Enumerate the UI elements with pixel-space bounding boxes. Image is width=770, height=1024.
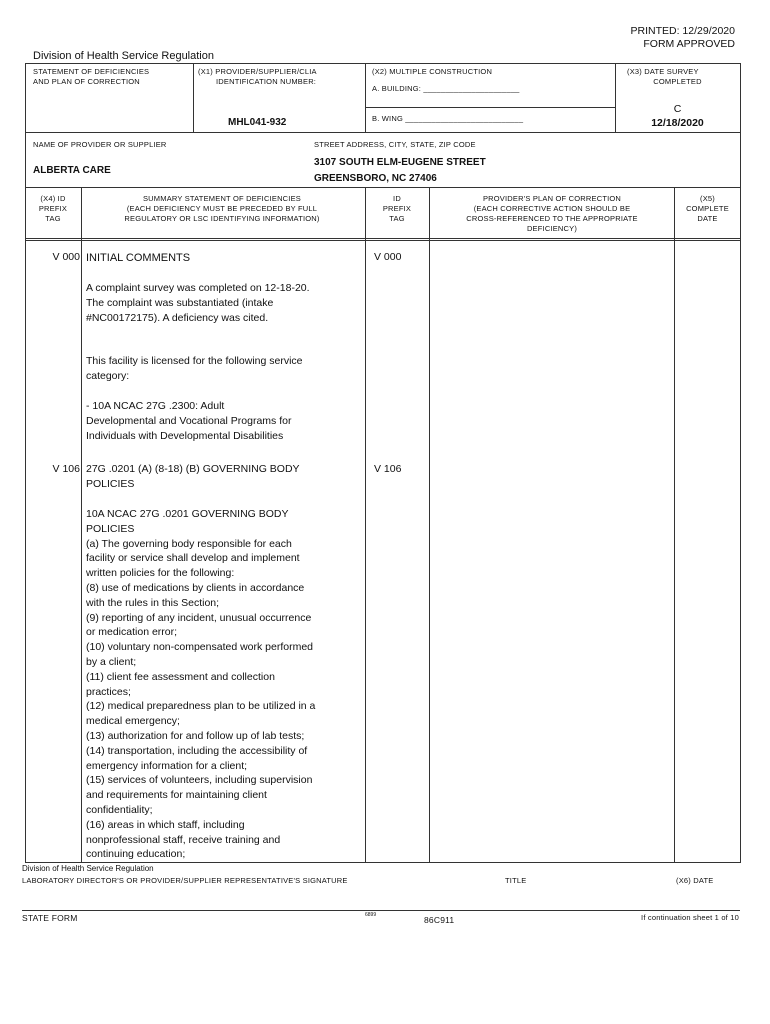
document-id: 86C911 [424, 915, 455, 925]
address-line-1: 3107 SOUTH ELM-EUGENE STREET [314, 157, 486, 168]
v000-para-2: This facility is licensed for the following service category: [86, 355, 303, 382]
provider-id-number: MHL041-932 [228, 117, 287, 128]
id-prefix-header: ID PREFIX TAG [382, 194, 412, 223]
v000-title: INITIAL COMMENTS [86, 252, 191, 264]
v000-id-tag: V 000 [374, 251, 402, 263]
address-line-2: GREENSBORO, NC 27406 [314, 173, 437, 184]
state-form-label: STATE FORM [22, 913, 78, 923]
v106-id-tag: V 106 [374, 463, 402, 475]
x2-label: (X2) MULTIPLE CONSTRUCTION [372, 67, 493, 76]
v000-para-1: A complaint survey was completed on 12-18-20. The complaint was substantiated (intake #NC00172175). A deficiency was cited. [86, 282, 310, 324]
v106-title: 27G .0201 (A) (8-18) (B) GOVERNING BODY POLICIES [86, 463, 300, 490]
form-code: 6899 [365, 912, 377, 918]
division-title: Division of Health Service Regulation [33, 50, 214, 62]
x3-label-2: COMPLETED [653, 77, 702, 86]
v106-para-1: 10A NCAC 27G .0201 GOVERNING BODY POLICIES (a) The governing body responsible for each facility or service shall develop and implement written policies for the following: (8) use of medications by clients in accordance with the rules in this Section; (9) reporting of any incident, unusual occurrence or medication error; (10) voluntary non-compensated work performed by a client; (11) client fee assessment and collection practices; (12) medical preparedness plan to be utilized in a medical emergency; (13) authorization for and follow up of lab tests; (14) transportation, including the accessibility of emergency information for a client; (15) services of volunteers, including supervision and requirements for maintaining client confidentiality; (16) areas in which staff, including nonprofessional staff, receive training and continuing education; [86, 508, 316, 861]
provider-name: ALBERTA CARE [33, 165, 111, 176]
title-label: TITLE [505, 876, 527, 885]
provider-name-label: NAME OF PROVIDER OR SUPPLIER [33, 140, 167, 149]
date-label: (X6) DATE [676, 876, 714, 885]
address-label: STREET ADDRESS, CITY, STATE, ZIP CODE [314, 140, 476, 149]
x3-label: (X3) DATE SURVEY [627, 67, 699, 76]
form-status: FORM APPROVED [643, 38, 735, 50]
x1-label: (X1) PROVIDER/SUPPLIER/CLIA [198, 67, 317, 76]
x4-header: (X4) ID PREFIX TAG [38, 194, 68, 223]
v000-para-3: - 10A NCAC 27G .2300: Adult Developmental and Vocational Programs for Individuals with Developmental Disabilities [86, 400, 292, 442]
signature-label: LABORATORY DIRECTOR'S OR PROVIDER/SUPPLIER REPRESENTATIVE'S SIGNATURE [22, 876, 348, 885]
continuation-sheet: If continuation sheet 1 of 10 [641, 913, 739, 922]
survey-date: 12/18/2020 [651, 117, 704, 129]
v000-tag: V 000 [52, 251, 80, 263]
summary-header: SUMMARY STATEMENT OF DEFICIENCIES (EACH DEFICIENCY MUST BE PRECEDED BY FULL REGULATORY OR LSC IDENTIFYING INFORMATION) [124, 194, 320, 223]
footer-division: Division of Health Service Regulation [22, 864, 154, 873]
plan-header: PROVIDER'S PLAN OF CORRECTION (EACH CORRECTIVE ACTION SHOULD BE CROSS-REFERENCED TO THE APPROPRIATE DEFICIENCY) [466, 194, 638, 233]
printed-date: PRINTED: 12/29/2020 [630, 25, 735, 37]
x1-label-2: IDENTIFICATION NUMBER: [216, 77, 317, 86]
survey-code: C [673, 103, 682, 115]
x5-header: (X5) COMPLETE DATE [686, 194, 729, 223]
building-field: A. BUILDING: ______________________ [372, 84, 520, 93]
v106-tag: V 106 [52, 463, 80, 475]
statement-label-2: AND PLAN OF CORRECTION [33, 77, 140, 86]
statement-label-1: STATEMENT OF DEFICIENCIES [33, 67, 150, 76]
wing-field: B. WING ___________________________ [372, 114, 524, 123]
